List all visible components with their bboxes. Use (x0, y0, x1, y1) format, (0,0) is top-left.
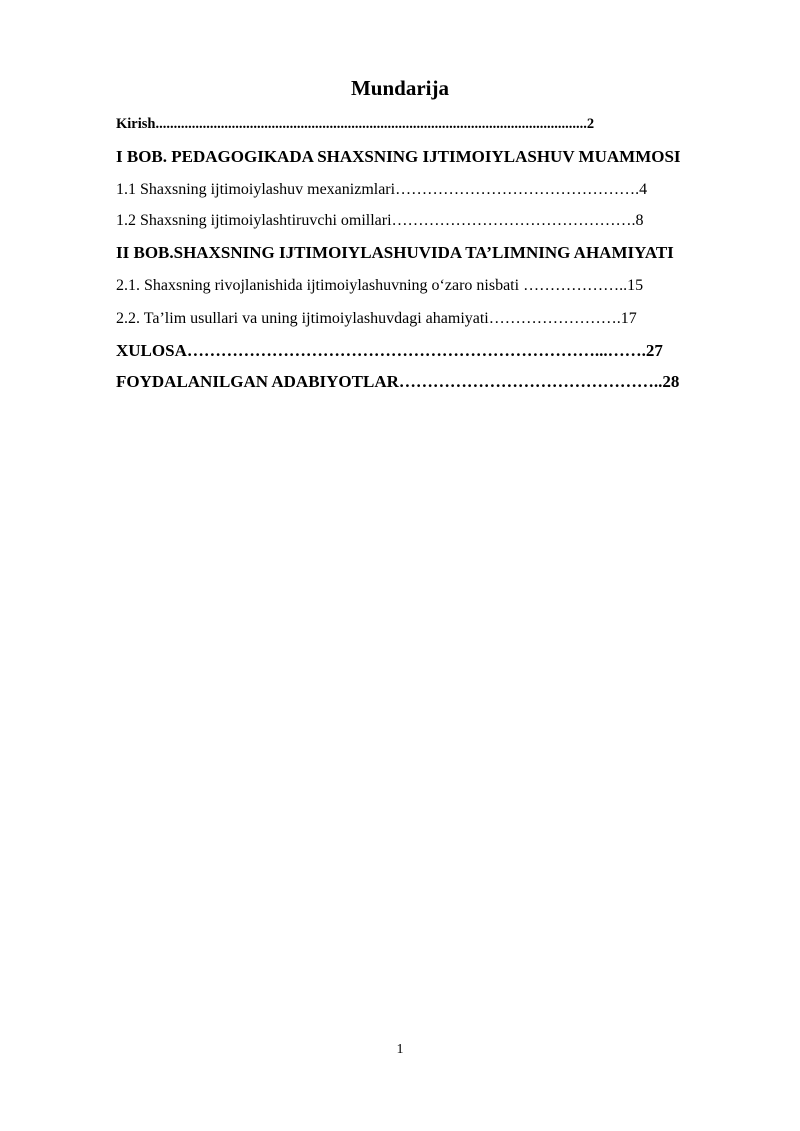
toc-entry-conclusion: XULOSA………………………………………………………………...…….27 (116, 341, 663, 360)
toc-entry-section-2-2: 2.2. Ta’lim usullari va uning ijtimoiylashuvdagi ahamiyati…………………….17 (116, 310, 637, 327)
page-number: 1 (396, 1042, 404, 1057)
toc-entry-chapter-1: I BOB. PEDAGOGIKADA SHAXSNING IJTIMOIYLASHUV MUAMMOSI (116, 147, 681, 166)
toc-entry-references: FOYDALANILGAN ADABIYOTLAR………………………………………..28 (116, 372, 680, 391)
toc-entry-introduction: Kirish.......................................................................................................................2 (116, 116, 595, 132)
toc-entry-section-1-2: 1.2 Shaxsning ijtimoiylashtiruvchi omillari……………………………………….8 (116, 212, 644, 229)
page-title: Mundarija (350, 76, 449, 100)
toc-entry-section-2-1: 2.1. Shaxsning rivojlanishida ijtimoiylashuvning o‘zaro nisbati ………………..15 (116, 277, 644, 294)
toc-entry-section-1-1: 1.1 Shaxsning ijtimoiylashuv mexanizmlari……………………………………….4 (116, 181, 648, 198)
toc-entry-chapter-2: II BOB.SHAXSNING IJTIMOIYLASHUVIDA TA’LIMNING AHAMIYATI (116, 243, 674, 262)
